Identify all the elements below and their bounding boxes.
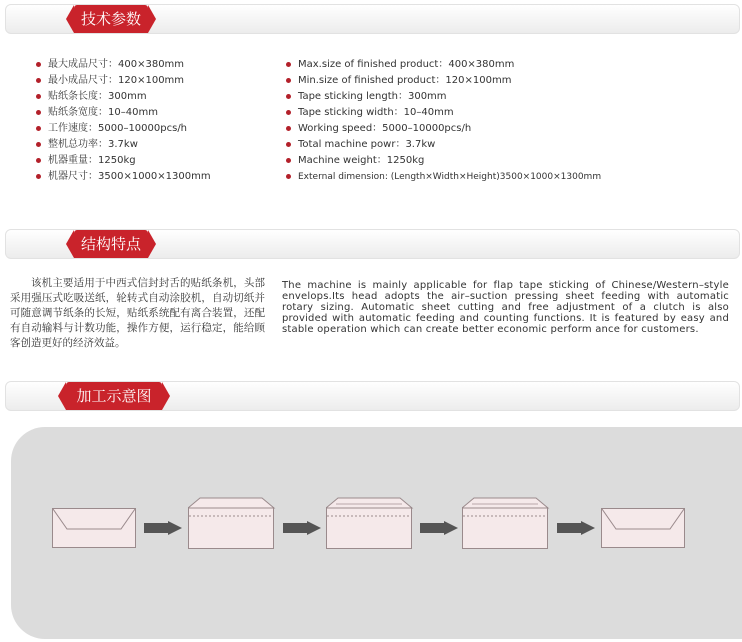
list-item: Tape sticking width：10–40mm (286, 105, 601, 121)
bullet-icon (36, 110, 41, 115)
bullet-icon (36, 158, 41, 163)
bullet-icon (36, 94, 41, 99)
envelope-step-2 (188, 507, 274, 549)
bullet-icon (286, 142, 291, 147)
envelope-flap-icon (327, 508, 411, 548)
spec-list-cn (36, 57, 211, 185)
envelope-step-1 (52, 508, 136, 548)
envelope-step-4 (462, 507, 548, 549)
list-item: Total machine powr：3.7kw (286, 137, 601, 153)
bullet-icon (286, 174, 291, 179)
bullet-icon (286, 94, 291, 99)
section-tab-process: 加工示意图 (66, 382, 162, 410)
envelope-open-flap-icon (326, 497, 416, 509)
structure-text-en: The machine is mainly applicable for flap tape sticking of Chinese/Western–style envelops.Its head adopts the air–suction pressing sheet feeding with automatic rotary sizing. Automatic sheet cutting and free adjustment of a clutch is also provided with automatic feeding and counting functions. It is featured by easy and stable operation which can create better economic perform ance for customers. (282, 280, 729, 335)
list-item: 机器尺寸：3500×1000×1300mm (36, 169, 211, 185)
list-item: External dimension: (Length×Width×Height)3500×1000×1300mm (286, 169, 601, 185)
arrow-right-icon (557, 521, 597, 535)
envelope-flap-icon (463, 508, 547, 548)
bullet-icon (286, 158, 291, 163)
bullet-icon (36, 174, 41, 179)
envelope-step-3 (326, 507, 412, 549)
bullet-icon (286, 78, 291, 83)
spec-list-en (286, 57, 601, 185)
structure-text-cn: 该机主要适用于中西式信封封舌的贴纸条机，头部采用强压式吃吸送纸，轮转式自动涂胶机，自动切纸并可随意调节纸条的长短，贴纸系统配有离合装置，还配有自动输料与计数功能，操作方便，运行稳定，能给顾客创造更好的经济效益。 (10, 277, 265, 349)
list-item: Min.size of finished product：120×100mm (286, 73, 601, 89)
bullet-icon (286, 62, 291, 67)
section-tab-specs: 技术参数 (74, 5, 148, 33)
envelope-step-5 (601, 508, 685, 548)
list-item: 工作速度：5000–10000pcs/h (36, 121, 211, 137)
list-item: Tape sticking length：300mm (286, 89, 601, 105)
section-header-process (5, 381, 740, 411)
list-item: 贴纸条宽度：10–40mm (36, 105, 211, 121)
section-header-structure (5, 229, 740, 259)
list-item: Working speed：5000–10000pcs/h (286, 121, 601, 137)
arrow-right-icon (144, 521, 184, 535)
bullet-icon (36, 62, 41, 67)
list-item: 最大成品尺寸：400×380mm (36, 57, 211, 73)
envelope-open-flap-icon (188, 497, 278, 509)
envelope-flap-icon (53, 509, 135, 547)
envelope-open-flap-icon (462, 497, 552, 509)
section-tab-structure: 结构特点 (74, 230, 148, 258)
list-item: 整机总功率：3.7kw (36, 137, 211, 153)
list-item: 贴纸条长度：300mm (36, 89, 211, 105)
bullet-icon (36, 142, 41, 147)
list-item: 最小成品尺寸：120×100mm (36, 73, 211, 89)
bullet-icon (36, 126, 41, 131)
list-item: Machine weight：1250kg (286, 153, 601, 169)
list-item: 机器重量：1250kg (36, 153, 211, 169)
section-header-specs (5, 4, 740, 34)
list-item: Max.size of finished product：400×380mm (286, 57, 601, 73)
envelope-flap-icon (189, 508, 273, 548)
envelope-flap-icon (602, 509, 684, 547)
bullet-icon (286, 110, 291, 115)
arrow-right-icon (283, 521, 323, 535)
bullet-icon (286, 126, 291, 131)
arrow-right-icon (420, 521, 460, 535)
bullet-icon (36, 78, 41, 83)
